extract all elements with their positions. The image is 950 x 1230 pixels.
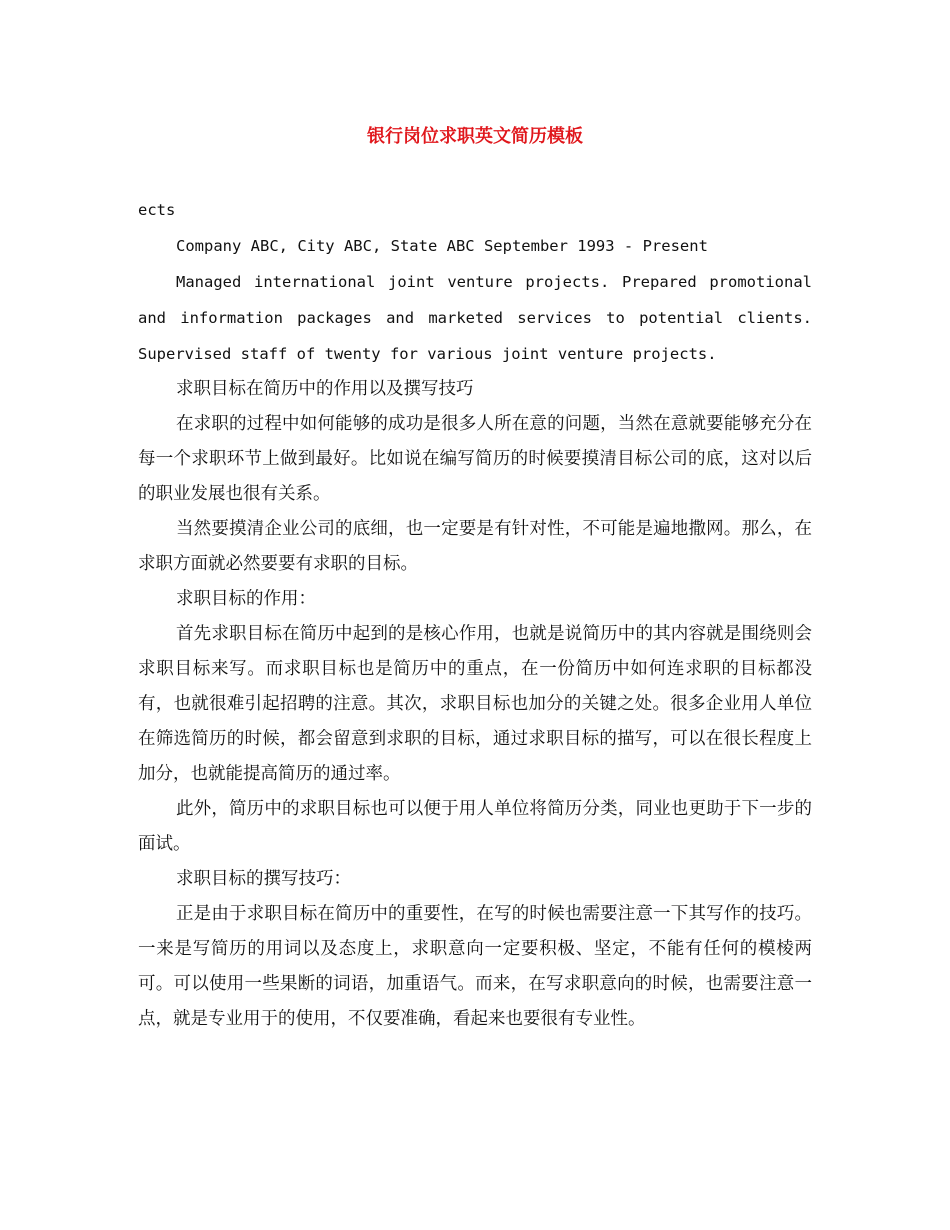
paragraph-fragment: ects — [138, 201, 176, 219]
paragraph: 正是由于求职目标在简历中的重要性，在写的时候也需要注意一下其写作的技巧。一来是写简历的用词以及态度上，求职意向一定要积极、坚定，不能有任何的模棱两可。可以使用一些果断的词语，加重语气。而来，在写求职意向的时候，也需要注意一点，就是专业用于的使用，不仅要准确，看起来也要很有专业性。 — [138, 904, 812, 1029]
paragraph: 当然要摸清企业公司的底细，也一定要是有针对性，不可能是遍地撒网。那么，在求职方面就必然要要有求职的目标。 — [138, 519, 812, 574]
paragraph-company-line: Company ABC, City ABC, State ABC September 1993 - Present — [176, 237, 708, 255]
document-title: 银行岗位求职英文简历模板 — [367, 126, 583, 147]
section-heading-tips: 求职目标的撰写技巧： — [176, 869, 351, 889]
paragraph: 首先求职目标在简历中起到的是核心作用，也就是说简历中的其内容就是围绕则会求职目标来写。而求职目标也是简历中的重点，在一份简历中如何连求职的目标都没有，也就很难引起招聘的注意。其次，求职目标也加分的关键之处。很多企业用人单位在筛选简历的时候，都会留意到求职的目标，通过求职目标的描写，可以在很长程度上加分，也就能提高简历的通过率。 — [138, 624, 812, 784]
section-heading-role: 求职目标的作用： — [176, 589, 316, 609]
document-body — [138, 192, 812, 1037]
section-heading-objective: 求职目标在简历中的作用以及撰写技巧 — [176, 379, 474, 399]
paragraph: 在求职的过程中如何能够的成功是很多人所在意的问题，当然在意就要能够充分在每一个求职环节上做到最好。比如说在编写简历的时候要摸清目标公司的底，这对以后的职业发展也很有关系。 — [138, 414, 812, 504]
paragraph: 此外，简历中的求职目标也可以便于用人单位将简历分类，同业也更助于下一步的面试。 — [138, 799, 812, 854]
paragraph-job-description: Managed international joint venture projects. Prepared promotional and information packages and marketed services to potential clients. Supervised staff of twenty for various joint venture projects. — [138, 273, 812, 363]
